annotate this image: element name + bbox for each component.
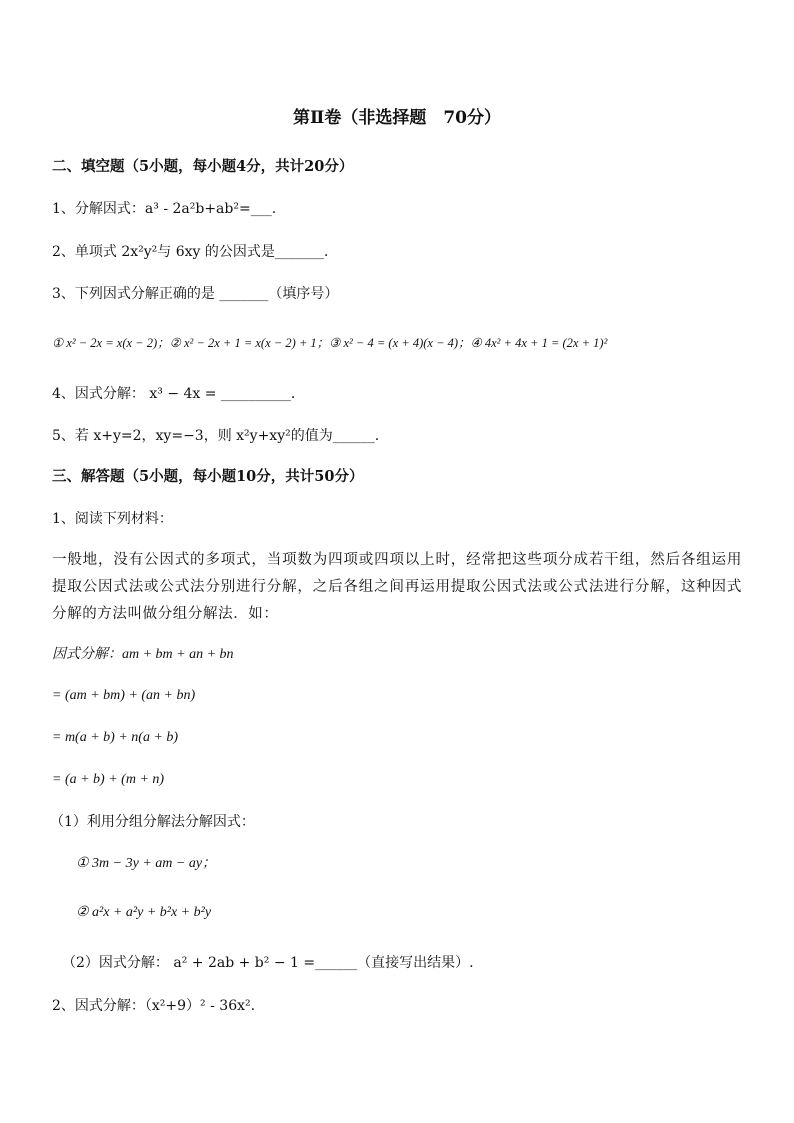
solve-question-1-intro: 1、阅读下列材料： (52, 511, 173, 527)
example-line-2: = (am + bm) + (an + bn) (52, 688, 196, 703)
example-line-4: = (a + b) + (m + n) (52, 772, 165, 787)
example-line-3: = m(a + b) + n(a + b) (52, 730, 179, 745)
section-solve-heading: 三、解答题（5小题，每小题10分，共计50分） (52, 468, 364, 485)
fill-question-3: 3、下列因式分解正确的是 _______（填序号） (52, 286, 339, 302)
section-fill-in-heading: 二、填空题（5小题，每小题4分，共计20分） (52, 158, 354, 175)
solve-question-2: 2、因式分解：（x²+9）² - 36x². (52, 998, 256, 1014)
solve-question-1-paragraph: 一般地，没有公因式的多项式，当项数为四项或四项以上时，经常把这些项分成若干组，然后各组运用提取公因式法或公式法分别进行分解，之后各组之间再运用提取公因式法或公式法进行分解，这种因式分解的方法叫做分组分解法．如： (52, 552, 742, 622)
part-1-label: （1）利用分组分解法分解因式： (50, 814, 255, 830)
fill-question-1: 1、分解因式：a³ - 2a²b+ab²=___. (52, 201, 277, 217)
fill-question-2: 2、单项式 2x²y²与 6xy 的公因式是_______. (52, 244, 329, 260)
part-2: （2）因式分解： a² + 2ab + b² − 1 =______（直接写出结果）. (62, 955, 474, 971)
part-1-item-1: ① 3m − 3y + am − ay； (76, 856, 217, 871)
fill-question-3-options: ① x² − 2x = x(x − 2)；② x² − 2x + 1 = x(x − 2) + 1；③ x² − 4 = (x + 4)(x − 4)；④ 4x² + 4x + 1 = (2x + 1)² (52, 336, 608, 350)
fill-question-4: 4、因式分解： x³ − 4x = __________. (52, 386, 296, 402)
fill-question-5: 5、若 x+y=2，xy=−3，则 x²y+xy²的值为______. (52, 428, 380, 444)
example-line-1: 因式分解：am + bm + an + bn (52, 647, 234, 662)
part-1-item-2: ② a²x + a²y + b²x + b²y (76, 905, 212, 920)
page-title: 第Ⅱ卷（非选择题 70分） (293, 108, 501, 128)
